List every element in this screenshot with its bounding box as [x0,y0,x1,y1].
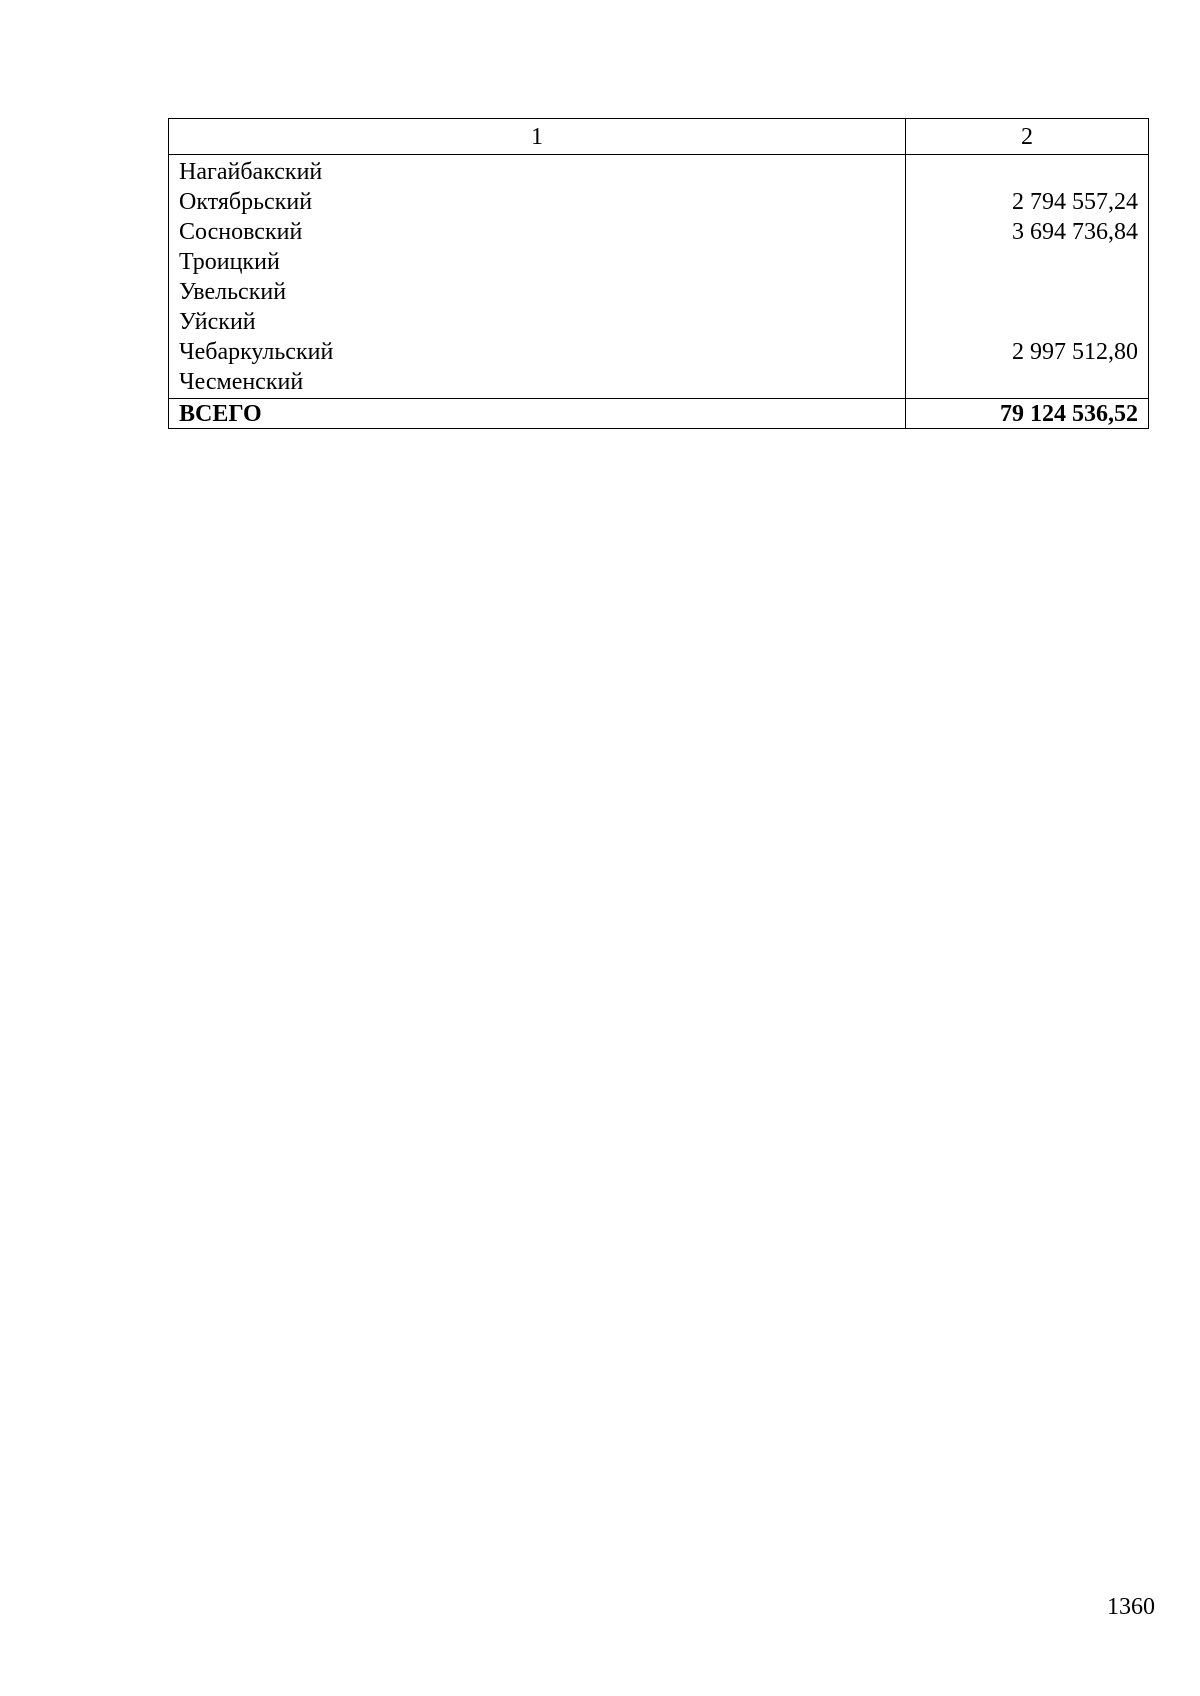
table-row [169,217,1149,247]
district-value [906,155,1149,188]
total-value: 79 124 536,52 [906,399,1149,429]
table-row [169,337,1149,367]
district-value [906,277,1149,307]
district-value [906,247,1149,277]
district-name: Чебаркульский [169,337,906,367]
budget-table [168,118,1149,429]
column-header-1: 1 [169,119,906,155]
total-label: ВСЕГО [169,399,906,429]
page-number: 1360 [1107,1594,1155,1620]
district-name: Чесменский [169,367,906,399]
district-value [906,367,1149,399]
district-name: Нагайбакский [169,155,906,188]
table-row [169,307,1149,337]
district-name: Сосновский [169,217,906,247]
table-row [169,247,1149,277]
header-row [169,119,1149,155]
table-row [169,187,1149,217]
column-header-2: 2 [906,119,1149,155]
district-name: Троицкий [169,247,906,277]
total-row [169,399,1149,429]
district-name: Увельский [169,277,906,307]
district-value: 2 794 557,24 [906,187,1149,217]
table-row [169,367,1149,399]
district-value: 2 997 512,80 [906,337,1149,367]
district-value [906,307,1149,337]
district-name: Уйский [169,307,906,337]
table-row [169,277,1149,307]
district-name: Октябрьский [169,187,906,217]
district-value: 3 694 736,84 [906,217,1149,247]
table-row [169,155,1149,188]
